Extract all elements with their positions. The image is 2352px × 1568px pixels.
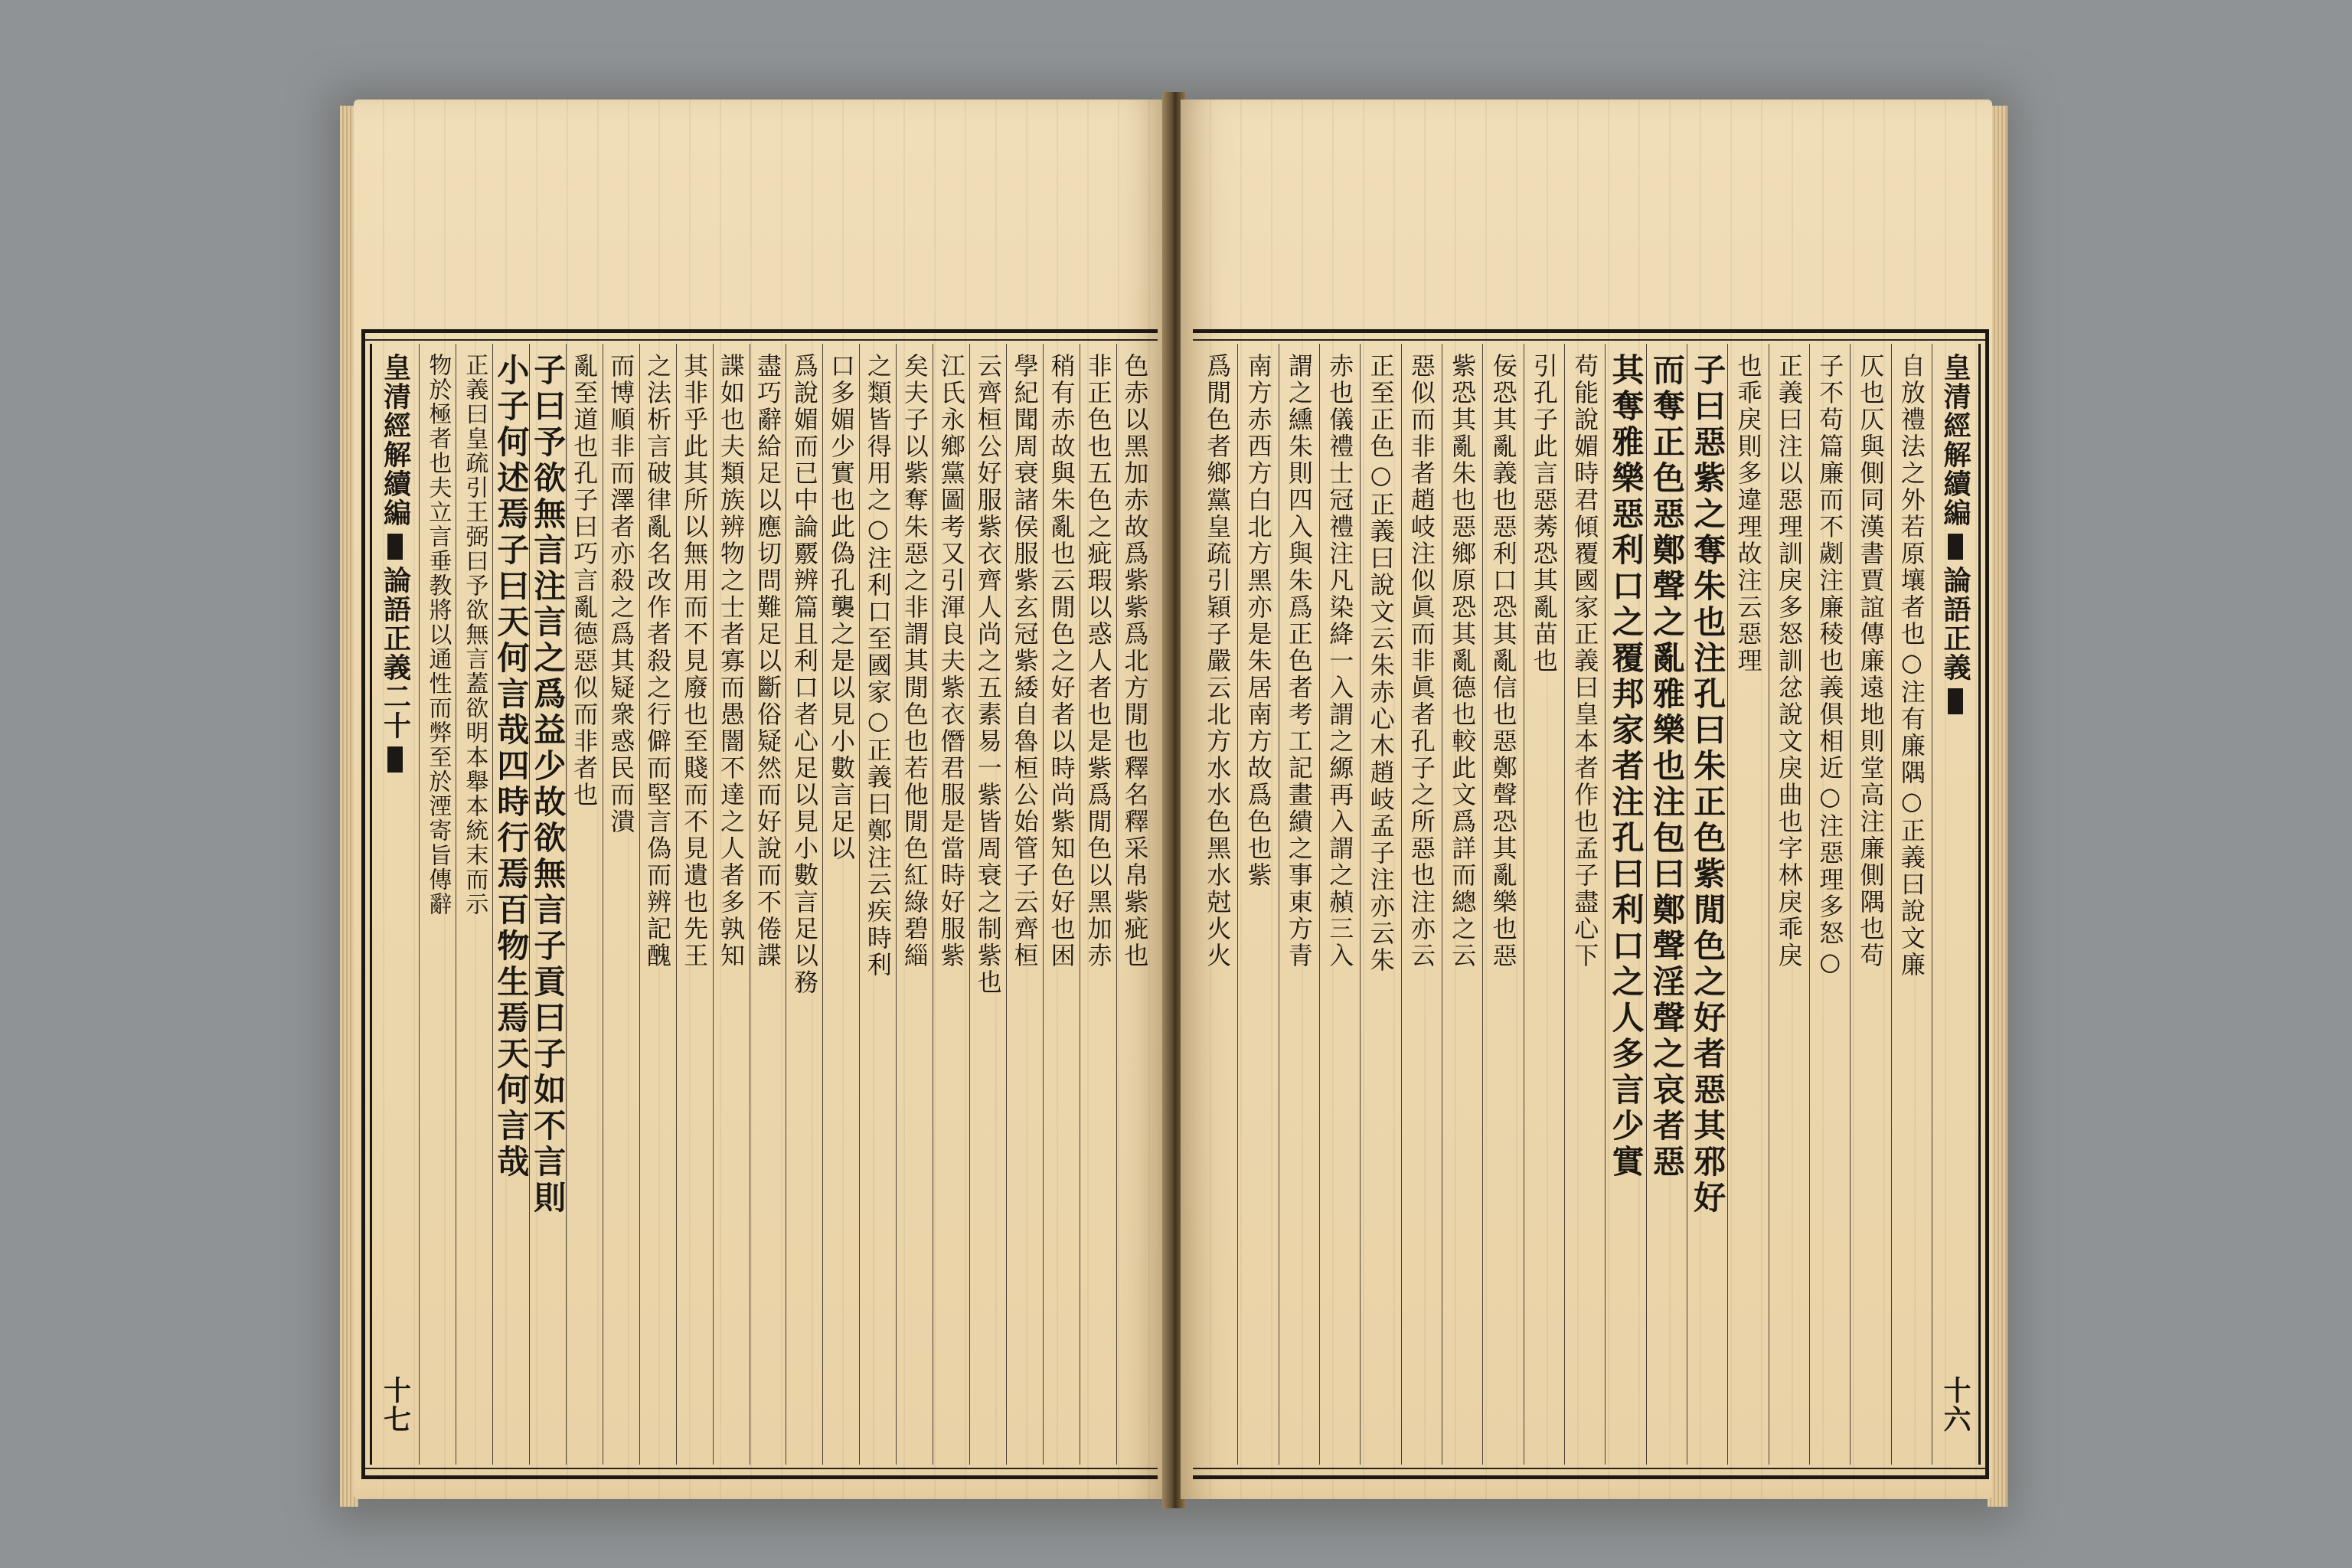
column-text: 色赤以黑加赤故爲紫紫爲北方閒也釋名釋采帛紫疵也 <box>1120 353 1150 969</box>
column-text: 之類皆得用之○注利口至國家○正義曰鄭注云疾時利 <box>863 353 893 978</box>
text-column <box>1482 344 1523 1465</box>
column-text: 紫恐其亂朱也惡鄉原恐其亂德也較此文爲詳而總之云 <box>1448 353 1478 969</box>
text-column <box>1116 344 1153 1465</box>
text-column <box>1043 344 1080 1465</box>
column-text: 正至正色○正義曰說文云朱赤心木趙岐孟子注亦云朱 <box>1366 353 1396 974</box>
text-column <box>639 344 676 1465</box>
text-column <box>1605 344 1645 1465</box>
text-column <box>1524 344 1564 1465</box>
text-column <box>969 344 1006 1465</box>
fold-title: 論語正義二十 <box>379 566 412 740</box>
column-text: 正義曰皇疏引王弼曰予欲無言蓋欲明本舉本統末而示 <box>461 353 488 916</box>
text-column <box>1809 344 1850 1465</box>
text-column <box>1727 344 1768 1465</box>
column-text: 子不苟篇廉而不劌注廉稜也義俱相近○注惡理多怒○ <box>1815 353 1845 978</box>
column-text: 苟能說媚時君傾覆國家正義曰皇本者作也孟子盡心下 <box>1570 353 1600 969</box>
column-text: 而奪正色惡鄭聲之亂雅樂也注包曰鄭聲淫聲之哀者惡 <box>1648 353 1686 1181</box>
text-column <box>1319 344 1360 1465</box>
column-text: 引孔子此言惡莠恐其亂苗也 <box>1529 353 1559 675</box>
text-column <box>1237 344 1278 1465</box>
column-text: 非正色也五色之疵瑕以惑人者也是紫爲閒色以黑加赤 <box>1083 353 1113 969</box>
column-text: 仄也仄與側同漢書賈誼傳廉遠地則堂高注廉側隅也苟 <box>1856 353 1886 969</box>
folio-number: 十六 <box>1939 1376 1971 1434</box>
column-text: 學紀聞周衰諸侯服紫玄冠紫緌自魯桓公始管子云齊桓 <box>1010 353 1040 969</box>
column-text: 惡似而非者趙岐注似眞而非眞者孔子之所惡也注亦云 <box>1406 353 1436 969</box>
text-column <box>1401 344 1442 1465</box>
text-column <box>529 344 566 1465</box>
left-text-frame <box>361 329 1158 1479</box>
text-column <box>1850 344 1890 1465</box>
column-text: 也乖戾則多違理故注云惡理 <box>1733 353 1763 675</box>
column-text: 稍有赤故與朱亂也云閒色之好者以時尚紫知色好也困 <box>1047 353 1076 969</box>
column-text: 子曰惡紫之奪朱也注孔曰朱正色紫閒色之好者惡其邪好 <box>1689 353 1727 1217</box>
center-fold-column <box>1932 344 1981 1465</box>
column-text: 而博順非而澤者亦殺之爲其疑衆惑民而潰 <box>606 353 636 835</box>
text-column <box>822 344 859 1465</box>
column-text: 佞恐其亂義也惡利口恐其亂信也惡鄭聲恐其亂樂也惡 <box>1488 353 1518 969</box>
column-text: 子曰予欲無言注言之爲益少故欲無言子貢曰子如不言則 <box>529 353 567 1217</box>
column-text: 正義曰注以惡理訓戾多怒訓忿說文戾曲也字林戾乖戾 <box>1774 353 1804 969</box>
text-column <box>419 344 456 1465</box>
fold-title: 皇清經解續編 <box>379 353 412 528</box>
text-column <box>456 344 492 1465</box>
text-column <box>1442 344 1482 1465</box>
text-column <box>859 344 896 1465</box>
column-text: 矣夫子以紫奪朱惡之非謂其閒色也若他閒色紅綠碧緇 <box>900 353 929 969</box>
right-text-frame <box>1193 329 1989 1479</box>
right-page <box>1181 100 1992 1499</box>
text-column <box>1687 344 1727 1465</box>
column-text: 自放禮法之外若原壤者也○注有廉隅○正義曰說文廉 <box>1896 353 1926 978</box>
text-column <box>933 344 969 1465</box>
text-column <box>676 344 713 1465</box>
text-column <box>713 344 750 1465</box>
text-column <box>1769 344 1809 1465</box>
column-text: 其非乎此其所以無用而不見廢也至賤而不見遺也先王 <box>680 353 710 969</box>
left-page <box>354 100 1165 1499</box>
column-text: 云齊桓公好服紫衣齊人尚之五素易一紫皆周衰之制紫也 <box>973 353 1003 996</box>
column-text: 江氏永鄉黨圖考又引渾良夫紫衣僭君服是當時好服紫 <box>936 353 966 969</box>
column-text: 爲閒色者鄉黨皇疏引穎子嚴云北方水水色黑水尅火火 <box>1203 353 1233 969</box>
left-columns <box>370 344 1153 1465</box>
column-text: 口多媚少實也此偽孔襲之是以見小數言足以 <box>826 353 856 862</box>
text-column <box>566 344 603 1465</box>
text-column <box>603 344 639 1465</box>
fish-tail-mark <box>1948 688 1963 714</box>
folio-number: 十七 <box>379 1376 412 1434</box>
fold-title: 皇清經解續編 <box>1939 353 1971 528</box>
column-text: 盡巧辭給足以應切問難足以斷俗疑然而好說而不倦諜 <box>753 353 782 969</box>
center-fold-column <box>370 344 419 1465</box>
column-text: 其奪雅樂惡利口之覆邦家者注孔曰利口之人多言少實 <box>1607 353 1645 1181</box>
text-column <box>1006 344 1043 1465</box>
text-column <box>1646 344 1687 1465</box>
text-column <box>750 344 786 1465</box>
column-text: 諜如也夫類族辨物之士者寡而愚闇不達之人者多孰知 <box>717 353 746 969</box>
column-text: 謂之纁朱則四入與朱爲正色者考工記畫繢之事東方青 <box>1284 353 1314 969</box>
column-text: 小子何述焉子曰天何言哉四時行焉百物生焉天何言哉 <box>492 353 531 1181</box>
column-text: 之法析言破律亂名改作者殺之行僻而堅言偽而辨記醜 <box>643 353 673 969</box>
fold-title: 論語正義 <box>1939 566 1971 682</box>
text-column <box>1891 344 1932 1465</box>
fish-tail-mark <box>387 534 403 560</box>
text-column <box>786 344 822 1465</box>
right-columns <box>1197 344 1981 1465</box>
text-column <box>1080 344 1116 1465</box>
column-text: 物於極者也夫立言垂教將以通性而弊至於湮寄旨傳辭 <box>424 353 452 916</box>
column-text: 爲說媚而已中論覈辨篇且利口者心足以見小數言足以務 <box>789 353 819 996</box>
text-column <box>492 344 529 1465</box>
column-text: 亂至道也孔子曰巧言亂德惡似而非者也 <box>570 353 599 808</box>
column-text: 南方赤西方白北方黑亦是朱居南方故爲色也紫 <box>1243 353 1273 889</box>
text-column <box>896 344 933 1465</box>
fish-tail-mark <box>387 746 403 773</box>
fish-tail-mark <box>1948 534 1963 560</box>
text-column <box>1197 344 1237 1465</box>
text-column <box>1564 344 1605 1465</box>
text-column <box>1279 344 1319 1465</box>
column-text: 赤也儀禮士冠禮注凡染絳一入謂之縓再入謂之赬三入 <box>1325 353 1355 969</box>
text-column <box>1360 344 1400 1465</box>
